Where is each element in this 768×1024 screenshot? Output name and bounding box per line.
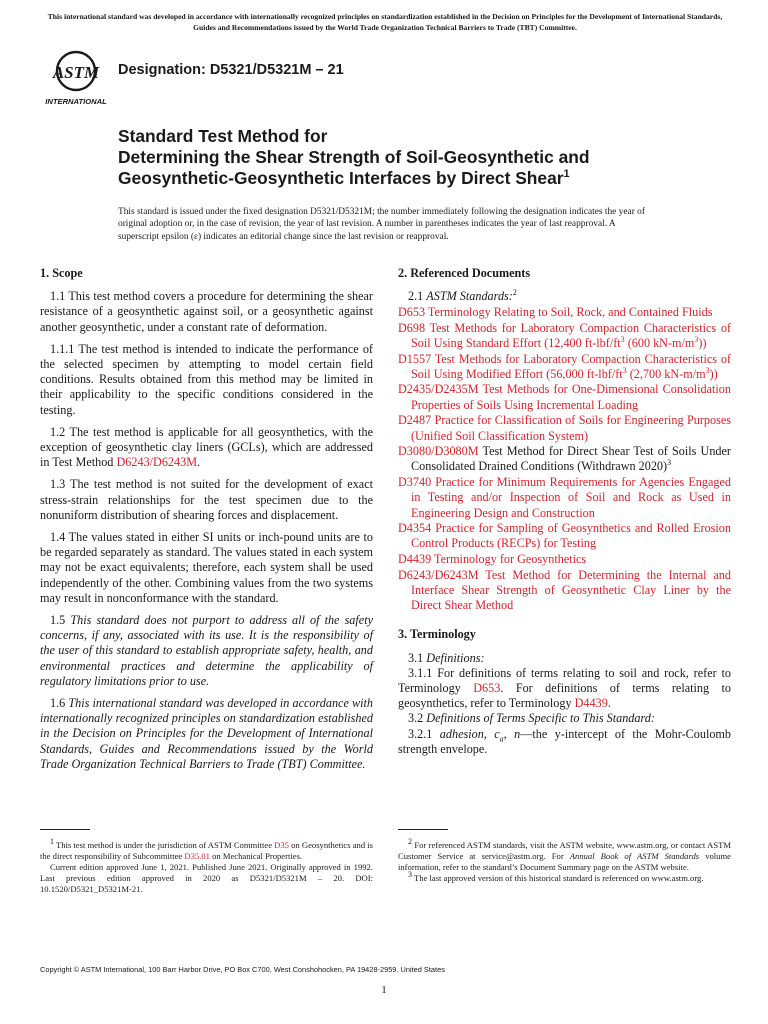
svg-text:ASTM: ASTM [52, 63, 100, 82]
paragraph-3-2: 3.2 Definitions of Terms Specific to This Standard: [408, 711, 655, 726]
footnote-rule-left [40, 829, 90, 830]
ref-item-d6243: D6243/D6243M Test Method for Determining the Internal and Interface Shear Strength of Geosynthetic Clay Liner by the Direct Shear Method [398, 567, 731, 613]
footnote-1: $^1$ This test method is under the jurisdiction of ASTM Committee D35 on Geosynthetics and is the direct responsibility of Subcommittee D35.01 on Mechanical Properties. [40, 837, 374, 861]
title-footnote-mark: 1 [563, 168, 570, 181]
issuance-statement: This standard is issued under the fixed designation D5321/D5321M; the number immediately following the designation indicates the year of original adoption or, in the case of revision, the year of last revision. A number in parentheses indicates the year of last reapproval. A superscript epsilon (ε) indicates an editorial change since the last revision or reapproval. [118, 207, 645, 242]
paragraph-1-5: 1.5 This standard does not purport to address all of the safety concerns, if any, associated with its use. It is the responsibility of the user of this standard to establish appropriate safety, health, and environmental practices and determine the applicability of regulatory limitations prior to use. [40, 613, 373, 688]
ref-item-d1557: D1557 Test Methods for Laboratory Compaction Characteristics of Soil Using Modified Effort (56,000 $ft-lbf/ft^3$ (2,700 $kN-m/m^3$)) [398, 351, 731, 381]
copyright-notice: Copyright © ASTM International, 100 Barr Harbor Drive, PO Box C700, West Conshohocken, PA 19428-2959. United States [40, 965, 445, 974]
link-d698[interactable]: D698 [398, 320, 426, 335]
ref-item-d4439: D4439 Terminology for Geosynthetics [398, 552, 587, 567]
footnote-3: $^3$ The last approved version of this historical standard is referenced on www.astm.org. [408, 870, 704, 883]
ref-item-d2435: D2435/D2435M Test Methods for One-Dimensional Consolidation Properties of Soils Using Incremental Loading [398, 382, 731, 412]
paragraph-1-1-1: 1.1.1 The test method is intended to indicate the performance of the selected specimen by attempting to model certain field conditions. Results obtained from this method may be limited in their applicability to the specific conditions considered in the testing. [40, 341, 373, 417]
footnotes-left [40, 837, 374, 895]
link-d4439-term[interactable]: D4439 [574, 696, 608, 711]
paragraph-1-6: 1.6 This international standard was developed in accordance with internationally recognized principles on standardization established in the Decision on Principles for the Development of International Standards, Guides and Recommendations issued by the World Trade Organization Technical Barriers to Trade (TBT) Committee. [40, 696, 373, 771]
section-heading-referenced-documents: 2. Referenced Documents [398, 266, 531, 280]
link-d4439[interactable]: D4439 [398, 552, 432, 567]
ref-item-d653: D653 Terminology Relating to Soil, Rock, and Contained Fluids [398, 304, 713, 319]
link-d3740[interactable]: D3740 [398, 475, 432, 490]
document-title [118, 126, 590, 189]
link-d2487[interactable]: D2487 [398, 413, 432, 428]
paragraph-1-4: 1.4 The values stated in either SI units or inch-pound units are to be regarded separately as standard. The values stated in each system may not be exact equivalents; therefore, each system shall be used independently of the other. Combining values from the two systems may result in nonconformance with the standard. [40, 530, 373, 605]
link-d6243[interactable]: D6243/D6243M [116, 455, 198, 470]
paragraph-1-3: 1.3 The test method is not suited for the development of exact stress-strain relationships for the test specimen due to the nonuniform distribution of shearing forces and displacement. [40, 477, 373, 522]
footnote-1-edition: Current edition approved June 1, 2021. Published June 2021. Originally approved in 1992. Last previous edition approved in 2020 as D5321/D5321M – 20. DOI: 10.1520/D5321_D5321M-21. [40, 862, 373, 894]
ref-item-d2487: D2487 Practice for Classification of Soils for Engineering Purposes (Unified Soil Classification System) [398, 413, 731, 443]
left-column [40, 266, 373, 779]
ref-item-d4354: D4354 Practice for Sampling of Geosynthetics and Rolled Erosion Control Products (RECPs) for Testing [398, 521, 731, 551]
link-committee-d35[interactable]: D35 [274, 840, 289, 850]
svg-text:INTERNATIONAL: INTERNATIONAL [45, 97, 107, 106]
ref-item-d698: D698 Test Methods for Laboratory Compaction Characteristics of Soil Using Standard Effort (12,400 $ft-lbf/ft^3$ (600 $kN-m/m^3$)) [398, 320, 731, 350]
paragraph-3-1-1: 3.1.1 For definitions of terms relating to soil and rock, refer to Terminology D653. For definitions of terms relating to geosynthetics, refer to Terminology D4439. [398, 665, 731, 711]
title-line-3: Geosynthetic-Geosynthetic Interfaces by Direct Shear$^1$ [118, 168, 570, 188]
link-subcommittee-d35-01[interactable]: D35.01 [184, 851, 210, 861]
astm-logo [42, 47, 110, 107]
footnote-rule-right [398, 829, 448, 830]
link-d653-term[interactable]: D653 [473, 681, 501, 696]
title-line-1: Standard Test Method for [118, 126, 328, 146]
footnotes-right [398, 837, 731, 884]
section-heading-terminology: 3. Terminology [398, 627, 476, 642]
link-d4354[interactable]: D4354 [398, 521, 432, 536]
section-heading-scope: 1. Scope [40, 266, 83, 280]
ref-item-d3740: D3740 Practice for Minimum Requirements for Agencies Engaged in Testing and/or Inspection of Soil and Rock as Used in Engineering Design and Construction [398, 475, 731, 520]
paragraph-3-2-1: 3.2.1 adhesion, $c_a$, n—the y-intercept of the Mohr-Coulomb strength envelope. [398, 726, 731, 756]
page-number: 1 [381, 984, 387, 996]
paragraph-1-2: 1.2 The test method is applicable for all geosynthetics, with the exception of geosynthetic clay liners (GCLs), which are addressed in Test Method D6243/D6243M. [40, 424, 373, 470]
title-line-2: Determining the Shear Strength of Soil-Geosynthetic and [118, 147, 590, 167]
link-d6243-ref[interactable]: D6243/D6243M [398, 567, 479, 582]
link-d2435[interactable]: D2435/D2435M [398, 382, 479, 397]
right-column [398, 266, 731, 757]
designation: Designation: D5321/D5321M – 21 [118, 62, 344, 78]
link-d3080[interactable]: D3080/D3080M [398, 444, 479, 459]
paragraph-2-1: 2.1 ASTM Standards:$^2$ [408, 288, 517, 304]
footnote-2: $^2$ For referenced ASTM standards, visit the ASTM website, www.astm.org, or contact ASTM Customer Service at service@astm.org. For Annual Book of ASTM Standards volume information, refer to the standard’s Document Summary page on the ASTM website. [398, 837, 731, 872]
international-standard-notice: This international standard was developed in accordance with internationally recognized principles on standardization established in the Decision on Principles for the Development of International Standards, Guides and Recommendations issued by the World Trade Organization Technical Barriers to Trade (TBT) Committee. [47, 12, 723, 32]
paragraph-3-1: 3.1 Definitions: [408, 650, 485, 665]
link-d653[interactable]: D653 [398, 304, 426, 319]
ref-item-d3080: D3080/D3080M Test Method for Direct Shear Test of Soils Under Consolidated Drained Conditions (Withdrawn 2020)$^3$ [398, 444, 731, 474]
link-d1557[interactable]: D1557 [398, 351, 432, 366]
paragraph-1-1: 1.1 This test method covers a procedure for determining the shear resistance of a geosynthetic against soil, or a geosynthetic against another geosynthetic, under a constant rate of deformation. [40, 289, 373, 334]
